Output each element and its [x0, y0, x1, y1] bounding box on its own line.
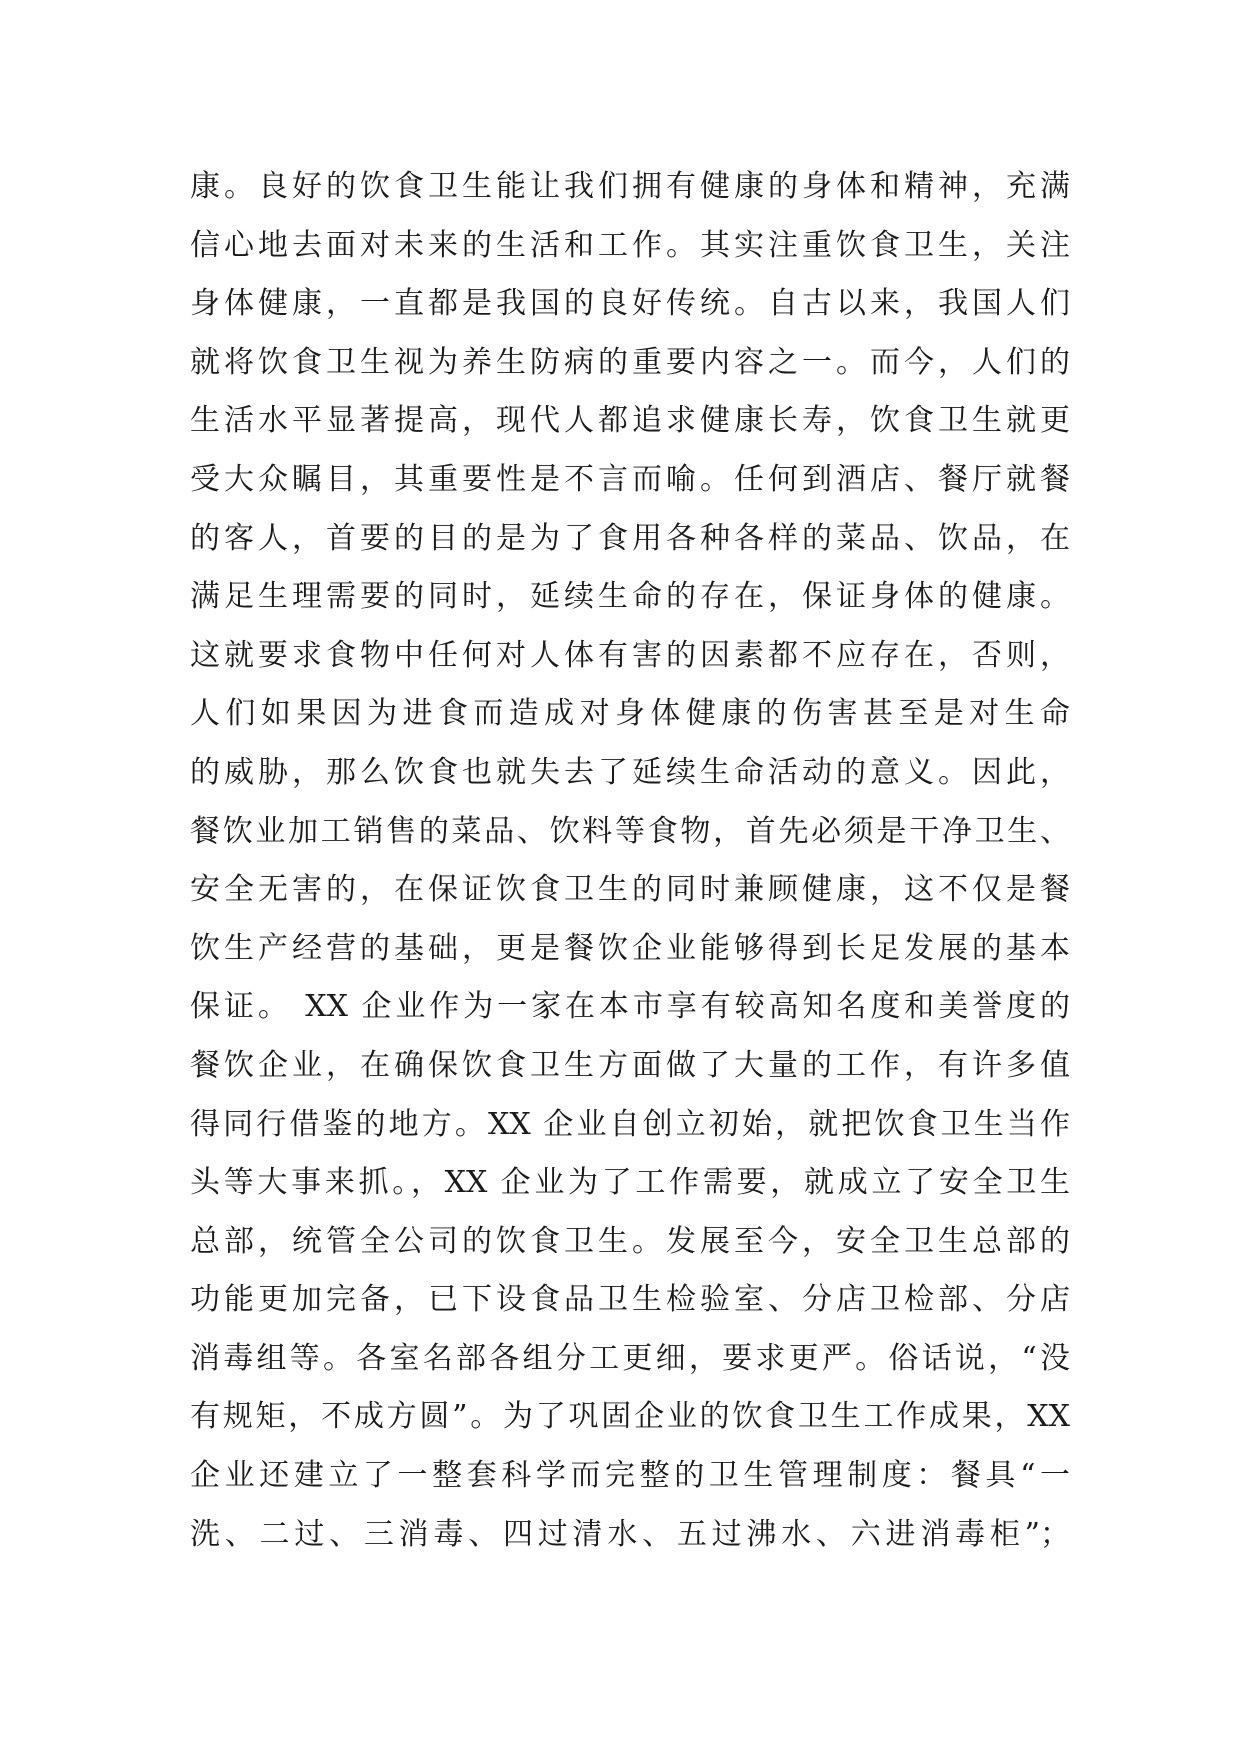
text-line: 消毒组等。各室名部各组分工更细，要求更严。俗话说，“没: [190, 1340, 1070, 1376]
text-line: 有规矩，不成方圆”。为了巩固企业的饮食卫生工作成果，XX: [190, 1399, 1070, 1435]
text-line: 人们如果因为进食而造成对身体健康的伤害甚至是对生命: [190, 696, 1070, 732]
text-line: 洗、二过、三消毒、四过清水、五过沸水、六进消毒柜”；: [190, 1516, 1070, 1552]
text-line: 的客人，首要的目的是为了食用各种各样的菜品、饮品，在: [190, 520, 1070, 556]
text-line: 头等大事来抓。，XX 企业为了工作需要，就成立了安全卫生: [190, 1165, 1070, 1201]
text-line: 餐饮业加工销售的菜品、饮料等食物，首先必须是干净卫生、: [190, 813, 1070, 849]
text-line: 饮生产经营的基础，更是餐饮企业能够得到长足发展的基本: [190, 930, 1070, 966]
text-line: 企业还建立了一整套科学而完整的卫生管理制度：餐具“一: [190, 1458, 1070, 1494]
text-line: 满足生理需要的同时，延续生命的存在，保证身体的健康。: [190, 579, 1070, 615]
text-line: 生活水平显著提高，现代人都追求健康长寿，饮食卫生就更: [190, 403, 1070, 439]
text-line: 就将饮食卫生视为养生防病的重要内容之一。而今，人们的: [190, 344, 1070, 380]
text-line: 这就要求食物中任何对人体有害的因素都不应存在，否则，: [190, 637, 1070, 673]
body-paragraph: [190, 158, 1070, 1564]
text-line: 信心地去面对未来的生活和工作。其实注重饮食卫生，关注: [190, 227, 1070, 263]
text-line: 康。良好的饮食卫生能让我们拥有健康的身体和精神，充满: [190, 169, 1070, 204]
text-line: 餐饮企业，在确保饮食卫生方面做了大量的工作，有许多值: [190, 1047, 1070, 1083]
text-line: 保证。 XX 企业作为一家在本市享有较高知名度和美誉度的: [190, 989, 1070, 1025]
text-line: 总部，统管全公司的饮食卫生。发展至今，安全卫生总部的: [190, 1223, 1070, 1259]
text-line: 身体健康，一直都是我国的良好传统。自古以来，我国人们: [190, 286, 1070, 322]
text-line: 功能更加完备，已下设食品卫生检验室、分店卫检部、分店: [190, 1282, 1070, 1318]
text-line: 安全无害的，在保证饮食卫生的同时兼顾健康，这不仅是餐: [190, 872, 1070, 908]
text-line: 得同行借鉴的地方。XX 企业自创立初始，就把饮食卫生当作: [190, 1106, 1070, 1142]
text-line: 受大众瞩目，其重要性是不言而喻。任何到酒店、餐厅就餐: [190, 461, 1070, 497]
text-line: 的威胁，那么饮食也就失去了延续生命活动的意义。因此，: [190, 754, 1070, 790]
